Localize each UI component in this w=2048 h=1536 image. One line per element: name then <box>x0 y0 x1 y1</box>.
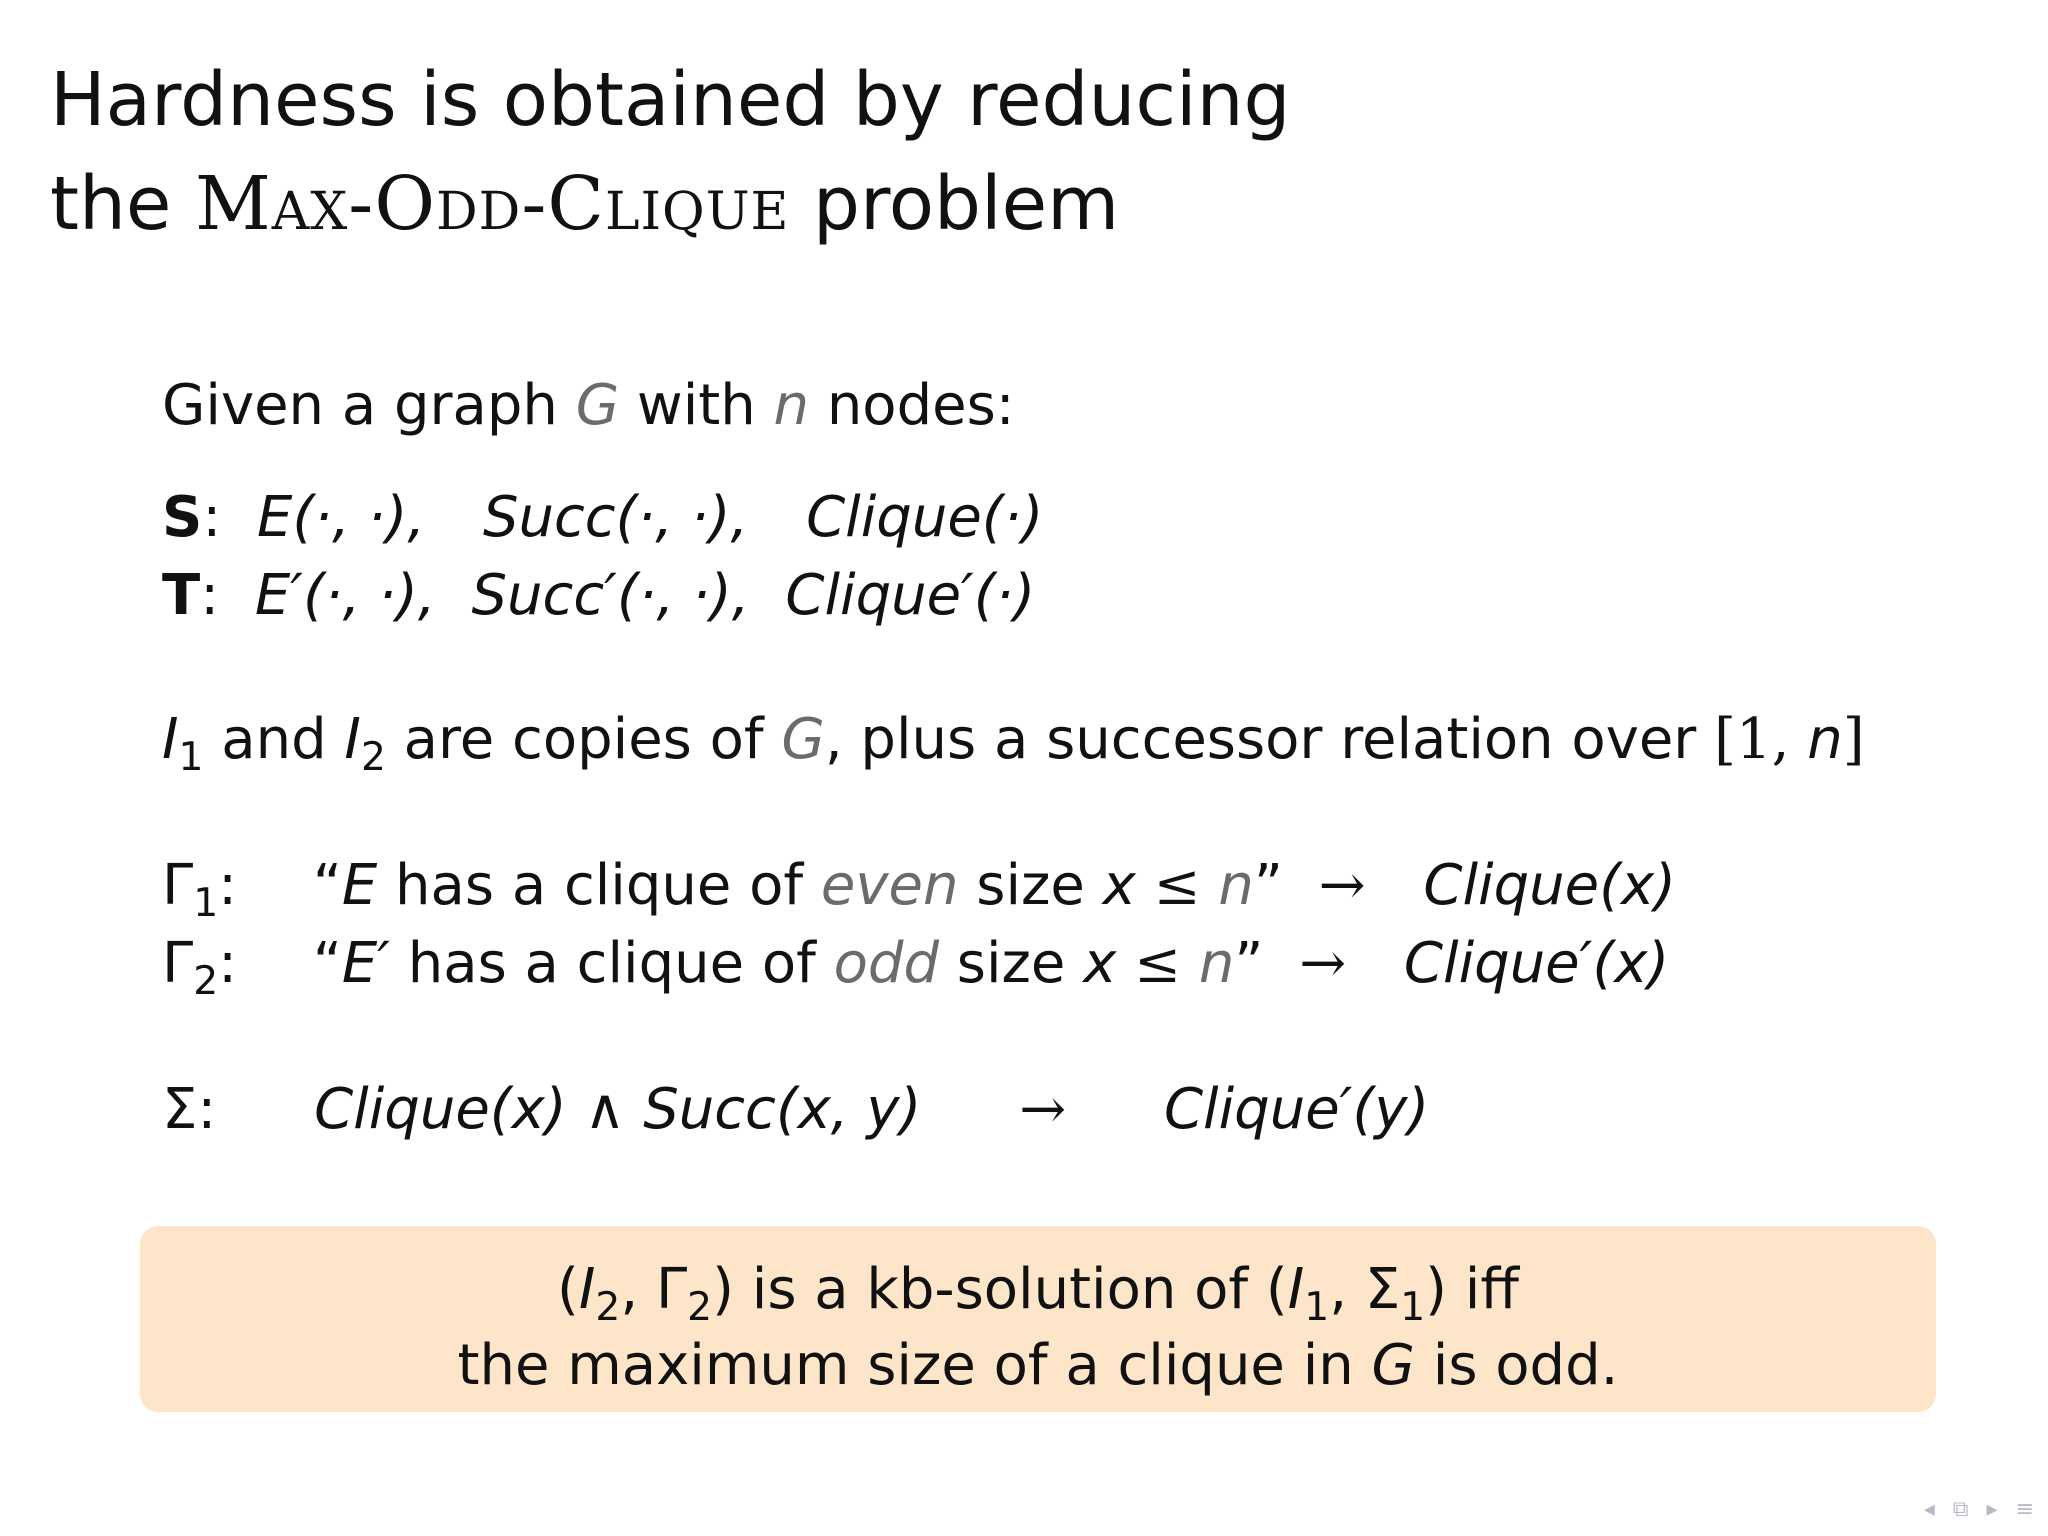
gamma-1-quote-open: “ <box>312 853 342 918</box>
gamma-2-sub: 2 <box>193 958 219 1004</box>
gamma-1-size: size <box>958 853 1103 918</box>
instance-2-sub: 2 <box>360 734 386 780</box>
source-sep: : <box>202 485 222 550</box>
title-line-2 <box>50 152 1290 256</box>
result-line-1 <box>140 1257 1936 1330</box>
title-line-2-post: problem <box>789 161 1120 247</box>
result-gamma: , Γ <box>620 1257 688 1322</box>
gamma-2-has: has a clique of <box>389 931 834 996</box>
result-i2-sub: 2 <box>595 1284 621 1330</box>
gamma-2-quote-close: ” <box>1234 931 1264 996</box>
instance-1: I <box>162 707 179 772</box>
given-post: nodes: <box>809 373 1015 438</box>
gamma-2-arrow: → <box>1299 931 1347 996</box>
source-label: S <box>162 485 203 550</box>
instances-graph-symbol: G <box>781 707 825 772</box>
result-line-2-pre: the maximum size of a clique in <box>457 1333 1372 1398</box>
gamma-2-leq: ≤ <box>1116 931 1199 996</box>
target-item-clique: Clique′(·) <box>785 563 1036 628</box>
gamma-1-arrow: → <box>1318 853 1366 918</box>
frame-icon[interactable]: ⧉ <box>1952 1497 1969 1522</box>
gamma-1-rhs: Clique(x) <box>1423 853 1676 918</box>
result-mid: ) is a kb-solution of ( <box>712 1257 1288 1322</box>
gamma-2-quote-open: “ <box>312 931 342 996</box>
problem-name: Max-Odd-Clique <box>194 161 790 247</box>
sigma-label: Σ: <box>162 1077 217 1142</box>
gamma-2-e: E′ <box>341 931 390 996</box>
instances-text: are copies of <box>385 707 782 772</box>
gamma-1-label: Γ <box>162 853 194 918</box>
gamma-2-size: size <box>939 931 1084 996</box>
source-schema-line <box>162 485 1044 550</box>
instance-2: I <box>344 707 361 772</box>
gamma-2-x: x <box>1083 931 1117 996</box>
result-line-2 <box>140 1333 1936 1398</box>
result-box <box>140 1226 1936 1412</box>
instances-line <box>162 707 1865 780</box>
gamma-2-colon: : <box>218 931 238 996</box>
sigma-rhs: Clique′(y) <box>1163 1077 1430 1142</box>
title-line-1: Hardness is obtained by reducing <box>50 57 1291 143</box>
result-line-2-post: is odd. <box>1414 1333 1619 1398</box>
title-line-2-pre: the <box>50 161 195 247</box>
sigma-lhs: Clique(x) ∧ Succ(x, y) <box>314 1077 922 1142</box>
result-sigma-sub: 1 <box>1400 1284 1426 1330</box>
result-graph-symbol: G <box>1371 1333 1415 1398</box>
graph-symbol: G <box>575 373 620 438</box>
range-n: n <box>1807 707 1843 772</box>
given-line <box>162 373 1015 438</box>
source-item-e: E(·, ·), <box>257 485 426 550</box>
arrow-left-icon[interactable]: ◂ <box>1923 1497 1935 1522</box>
gamma-1-leq: ≤ <box>1135 853 1219 918</box>
target-item-succ: Succ′(·, ·), <box>471 563 750 628</box>
range-close: ] <box>1842 707 1865 772</box>
gamma-2-parity: odd <box>833 931 939 996</box>
gamma-1-e: E <box>341 853 378 918</box>
gamma-2-line <box>162 931 1670 1004</box>
result-gamma-sub: 2 <box>687 1284 713 1330</box>
arrow-right-icon[interactable]: ▸ <box>1986 1497 1998 1522</box>
result-i2: I <box>578 1257 596 1322</box>
beamer-nav <box>1924 1497 2034 1522</box>
result-paren-open: ( <box>557 1257 579 1322</box>
sigma-arrow: → <box>1019 1077 1067 1142</box>
target-label: T <box>162 563 201 628</box>
sigma-line <box>162 1077 1430 1142</box>
result-iff: ) iff <box>1425 1257 1519 1322</box>
instances-and: and <box>203 707 345 772</box>
source-item-succ: Succ(·, ·), <box>482 485 749 550</box>
n-symbol: n <box>773 373 810 438</box>
menu-icon[interactable]: ≡ <box>2015 1497 2034 1522</box>
target-item-e: E′(·, ·), <box>254 563 436 628</box>
result-i1: I <box>1287 1257 1305 1322</box>
result-sigma: , Σ <box>1329 1257 1401 1322</box>
given-pre: Given a graph <box>162 373 576 438</box>
target-sep: : <box>200 563 220 628</box>
target-schema-line <box>162 563 1036 628</box>
gamma-2-rhs: Clique′(x) <box>1403 931 1670 996</box>
gamma-1-line <box>162 853 1676 926</box>
gamma-1-quote-close: ” <box>1253 853 1283 918</box>
slide-title <box>50 48 1290 256</box>
gamma-1-x: x <box>1102 853 1136 918</box>
gamma-2-label: Γ <box>162 931 194 996</box>
source-item-clique: Clique(·) <box>806 485 1044 550</box>
range-open: [1, <box>1714 707 1808 772</box>
instance-1-sub: 1 <box>178 734 204 780</box>
gamma-2-n: n <box>1198 931 1235 996</box>
result-i1-sub: 1 <box>1304 1284 1330 1330</box>
gamma-1-colon: : <box>218 853 238 918</box>
given-mid: with <box>619 373 774 438</box>
gamma-1-n: n <box>1218 853 1254 918</box>
instances-text-2: , plus a successor relation over <box>824 707 1715 772</box>
gamma-1-has: has a clique of <box>377 853 821 918</box>
gamma-1-parity: even <box>820 853 959 918</box>
gamma-1-sub: 1 <box>193 880 219 926</box>
